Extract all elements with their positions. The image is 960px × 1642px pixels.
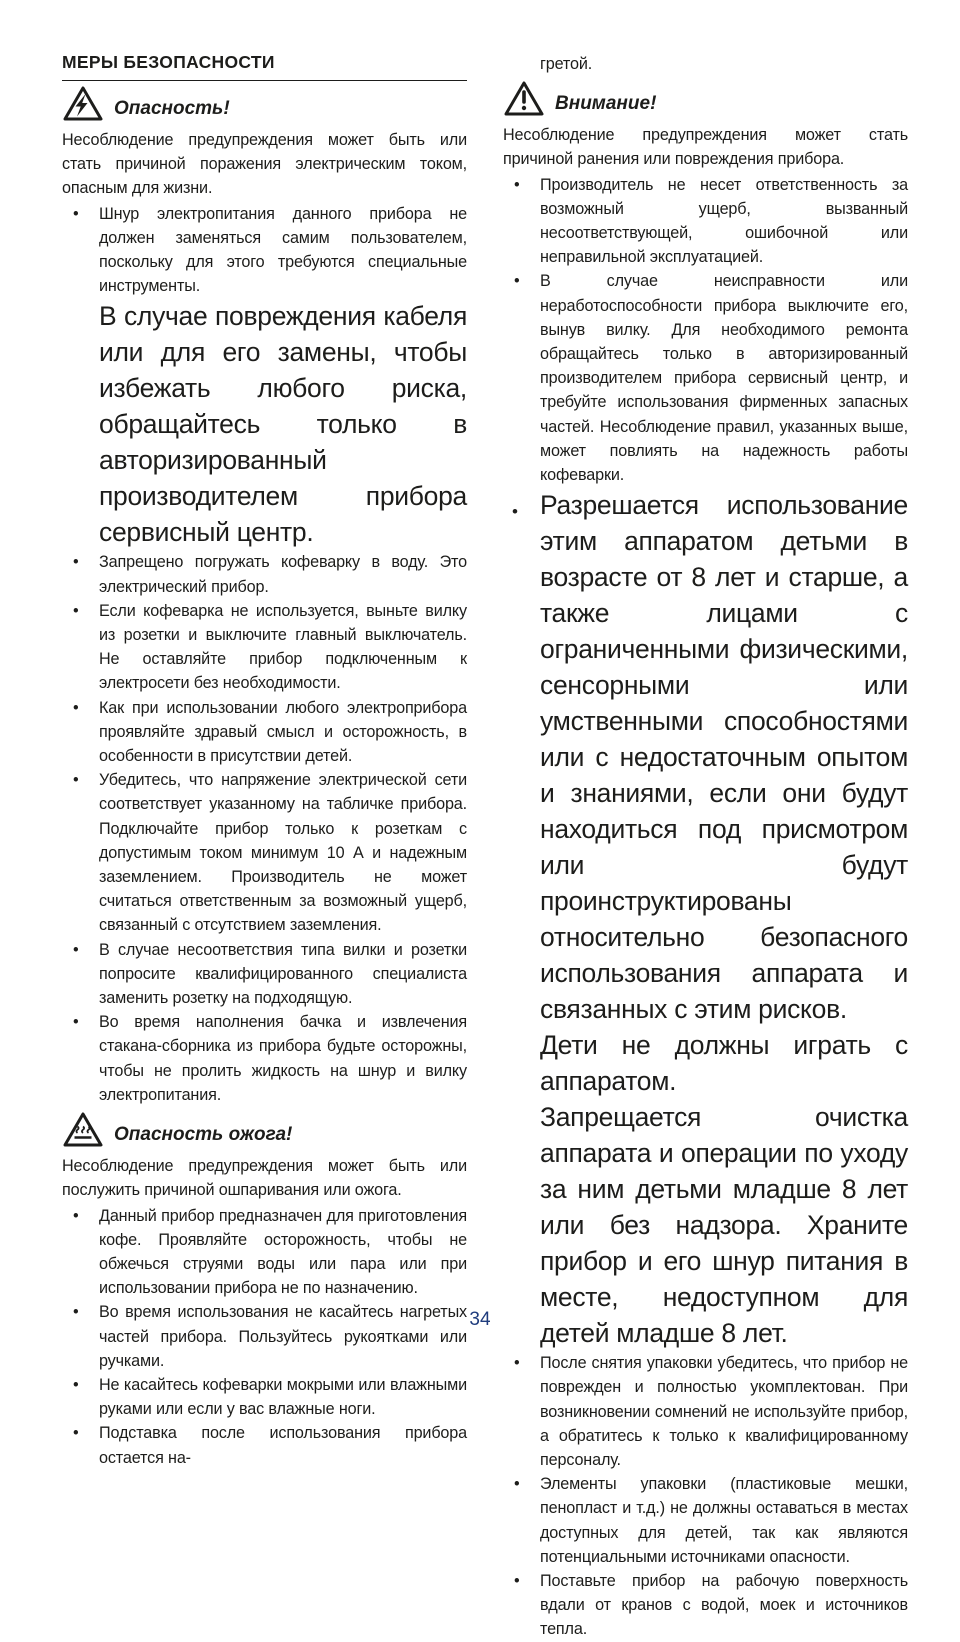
bullet-item: • Во время наполнения бачка и извлечения стакана-сборника из прибора будьте осторожны, чтобы не пролить жидкость на шнур и вилку электропитания. xyxy=(62,1010,467,1107)
continuation-paragraph: гретой. xyxy=(540,55,593,73)
bullet-item: • Убедитесь, что напряжение электрической сети соответствует указанному на табличке прибора. Подключайте прибор только к розеткам с допустимым током минимум 10 А и надежным заземлением. Производитель не может считаться ответственным за возможный ущерб, связанный с отсутствием заземления. xyxy=(62,768,467,937)
bullet-item: • После снятия упаковки убедитесь, что прибор не поврежден и полностью укомплектован. При возникновении сомнений не используйте прибор, а обратитесь к только к квалифицированному персоналу. xyxy=(503,1351,908,1472)
attention-large-paragraphs xyxy=(503,1027,908,1351)
attention-bullet-list-1 xyxy=(503,173,908,488)
bullet-item: • Во время использования не касайтесь нагретых частей прибора. Пользуйтесь рукоятками или ручками. xyxy=(62,1300,467,1373)
danger-bullet-list-1 xyxy=(62,202,467,299)
bullet-item: • Не касайтесь кофеварки мокрыми или влажными руками или если у вас влажные ноги. xyxy=(62,1373,467,1421)
bullet-item: • Шнур электропитания данного прибора не должен заменяться самим пользователем, поскольку для этого требуются специальные инструменты. xyxy=(62,202,467,299)
attention-bullet-list-2 xyxy=(503,1351,908,1641)
bullet-item: • Поставьте прибор на рабочую поверхность вдали от кранов с водой, моек и источников тепла. xyxy=(503,1569,908,1642)
large-paragraph: Дети не должны играть с аппаратом. xyxy=(540,1030,908,1097)
bullet-item: • Данный прибор предназначен для приготовления кофе. Проявляйте осторожность, чтобы не обжечься струями воды или пара или при использовании прибора не по назначению. xyxy=(62,1204,467,1301)
left-column xyxy=(62,52,467,1642)
danger-heading: Опасность! xyxy=(114,98,230,119)
burn-warning-header xyxy=(62,1111,467,1148)
bullet-item: • Как при использовании любого электроприбора проявляйте здравый смысл и осторожность, в особенности в присутствии детей. xyxy=(62,696,467,769)
burn-intro-paragraph: Несоблюдение предупреждения может быть или послужить причиной ошпаривания или ожога. xyxy=(62,1157,467,1200)
attention-large-bullet-list xyxy=(503,487,908,1027)
danger-large-note: В случае повреждения кабеля или для его замены, чтобы избежать любого риска, обращайтесь только в авторизированный производителем прибора сервисный центр. xyxy=(99,301,467,548)
bullet-item: • Элементы упаковки (пластиковые мешки, пенопласт и т.д.) не должны оставаться в местах доступных для детей, так как являются потенциальными источниками опасности. xyxy=(503,1472,908,1569)
bullet-item: • В случае несоответствия типа вилки и розетки попросите квалифицированного специалиста заменить розетку на подходящую. xyxy=(62,938,467,1011)
attention-heading: Внимание! xyxy=(555,93,657,115)
exclamation-triangle-icon xyxy=(503,80,545,117)
danger-intro-paragraph: Несоблюдение предупреждения может быть или стать причиной поражения электрическим током, опасным для жизни. xyxy=(62,131,467,198)
attention-warning-header xyxy=(503,80,908,117)
bullet-item: • Подставка после использования прибора остается на- xyxy=(62,1421,467,1469)
attention-intro-paragraph: Несоблюдение предупреждения может стать причиной ранения или повреждения прибора. xyxy=(503,126,908,169)
lightning-triangle-icon xyxy=(62,85,104,122)
bullet-item: • Запрещено погружать кофеварку в воду. Это электрический прибор. xyxy=(62,550,467,598)
large-bullet-item: • Разрешается использование этим аппаратом детьми в возрасте от 8 лет и старше, а также лицами с ограниченными физическими, сенсорными или умственными способностями или с недостаточным опытом и знаниями, если они будут находиться под присмотром или будут проинструктированы относительно безопасного использования аппарата и связанных с этим рисков. xyxy=(503,487,908,1027)
bullet-item: • В случае неисправности или неработоспособности прибора выключите его, вынув вилку. Для необходимого ремонта обращайтесь только в авторизированный производителем прибора сервисный центр, и требуйте использования фирменных запасных частей. Несоблюдение правил, указанных выше, может повлиять на надежность работы кофеварки. xyxy=(503,269,908,487)
burn-bullet-list xyxy=(62,1204,467,1470)
page-title: МЕРЫ БЕЗОПАСНОСТИ xyxy=(62,52,467,81)
danger-warning-header xyxy=(62,85,467,122)
danger-bullet-list-2 xyxy=(62,550,467,1107)
bullet-item: • Если кофеварка не используется, выньте вилку из розетки и выключите главный выключатель. Не оставляйте прибор подключенным к электросети без необходимости. xyxy=(62,599,467,696)
page-number: 34 xyxy=(469,1309,491,1330)
hot-surface-triangle-icon xyxy=(62,1111,104,1148)
bullet-item: • Производитель не несет ответственность за возможный ущерб, вызванный несоответствующей, ошибочной или неправильной эксплуатацией. xyxy=(503,173,908,270)
burn-heading: Опасность ожога! xyxy=(114,1124,293,1146)
large-paragraph: Запрещается очистка аппарата и операции по уходу за ним детьми младше 8 лет или без надзора. Храните прибор и его шнур питания в месте, недоступном для детей младше 8 лет. xyxy=(540,1102,908,1349)
right-column xyxy=(503,52,908,1642)
